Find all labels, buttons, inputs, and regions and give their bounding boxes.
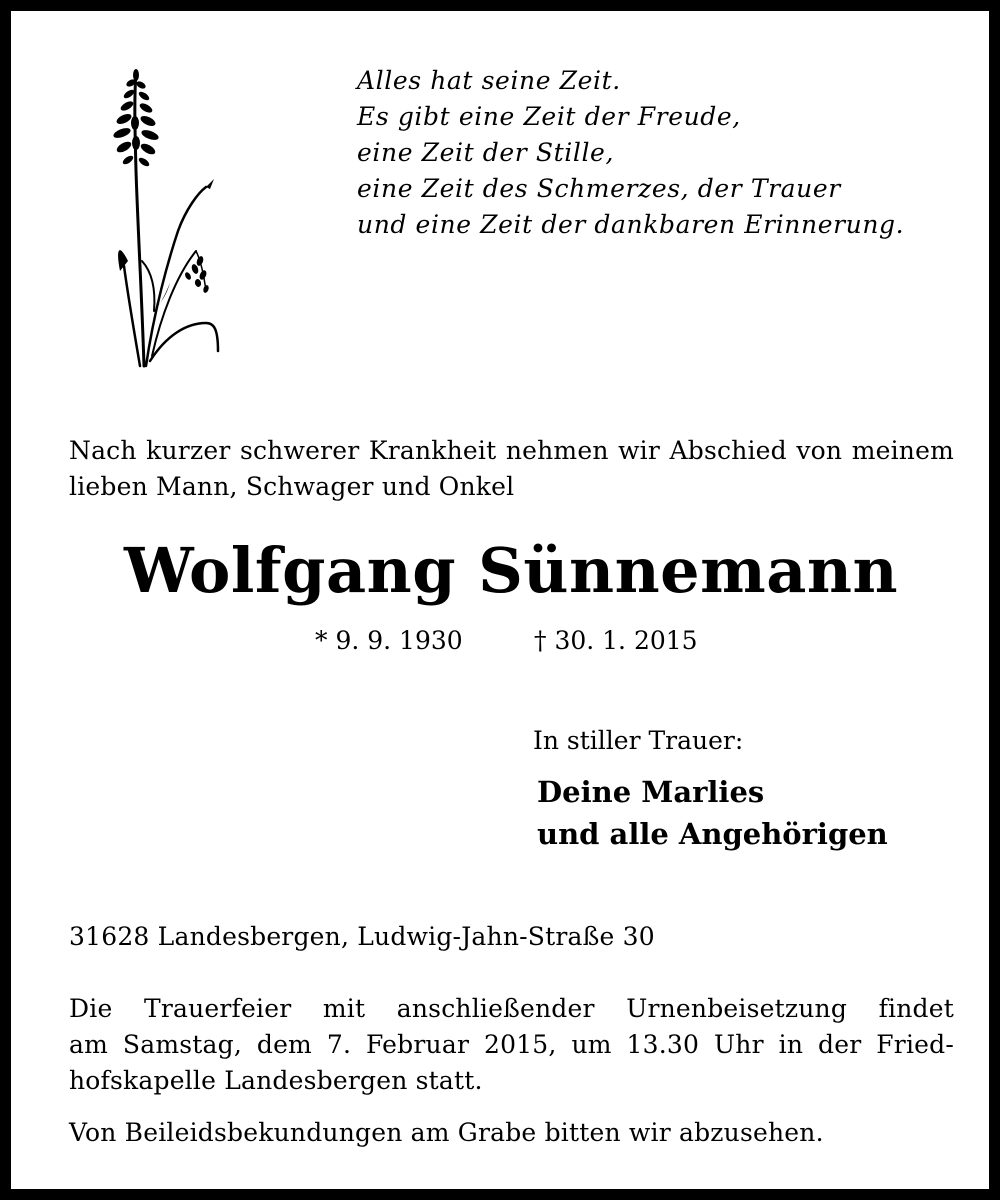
- condolence-note: Von Beileidsbekundungen am Grabe bitten wir abzusehen.: [69, 1118, 824, 1147]
- poem-line: Alles hat seine Zeit.: [357, 66, 621, 95]
- poem: [357, 63, 977, 243]
- mourner-line: Deine Marlies: [537, 775, 765, 809]
- ceremony-line: hofskapelle Landesbergen statt.: [69, 1066, 483, 1095]
- deceased-name: Wolfgang Sünnemann: [123, 534, 899, 607]
- grass-stalk-icon: [106, 61, 236, 371]
- poem-line: und eine Zeit der dankbaren Erinnerung.: [357, 210, 905, 239]
- death-date: † 30. 1. 2015: [534, 626, 698, 655]
- mourner-line: und alle Angehörigen: [537, 817, 888, 851]
- poem-line: eine Zeit der Stille,: [357, 138, 614, 167]
- address: 31628 Landesbergen, Ludwig-Jahn-Straße 30: [69, 922, 655, 951]
- ceremony-line: Die Trauerfeier mit anschließender Urnenbeisetzung findet: [69, 994, 954, 1023]
- poem-line: Es gibt eine Zeit der Freude,: [357, 102, 741, 131]
- ceremony-line: am Samstag, dem 7. Februar 2015, um 13.30 Uhr in der Fried-: [69, 1030, 954, 1059]
- poem-line: eine Zeit des Schmerzes, der Trauer: [357, 174, 841, 203]
- intro-text: Nach kurzer schwerer Krankheit nehmen wir Abschied von meinem lieben Mann, Schwager und Onkel: [69, 436, 954, 501]
- mourning-label: In stiller Trauer:: [533, 726, 744, 755]
- birth-date: * 9. 9. 1930: [315, 626, 463, 655]
- mourners-names: [537, 771, 888, 855]
- ceremony-notice: [69, 991, 954, 1099]
